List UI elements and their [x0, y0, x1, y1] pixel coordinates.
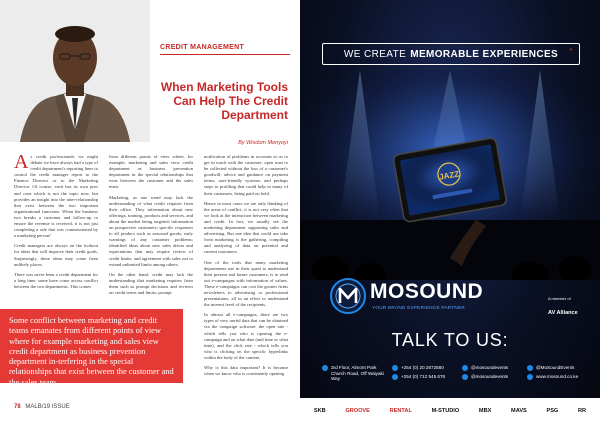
partner-badge [548, 296, 578, 319]
sponsor-logo: SKB [313, 408, 326, 414]
partner-label: A member of [548, 296, 571, 301]
brand-tagline: YOUR BRAND EXPERIENCE PARTNER [372, 305, 466, 310]
twitter-icon [527, 365, 533, 371]
brand-name: MOSOUND [370, 280, 484, 303]
page-number: 78 [14, 404, 21, 410]
paragraph: One of the tools that many marketing departments use in their quest to understand their present and future customers, is to send out e-campaigns with information of values. These e-campaigns can cost the greater firms newsletters to advertising or professional presentations, all in an effort to understand the interest level of the recipients. [204, 259, 288, 308]
paragraph: Why is this data important? It is because when we know who is consistently opening [204, 365, 288, 377]
phone-icon [392, 365, 398, 371]
sponsor-logo: PSG [546, 408, 559, 414]
paragraph-text: s credit professionals we might debate we have always had a type of credit department's reporting lines to control the credit manager report to the Finance Director or to the Marketing Director. Of course, each has its own pros and cons which is not the topic now, but provides an insight into the inter-relationship that exist between the two important organizational functions. When the business two breaks a customer and follow-up to ensure the revenue is received, it is not just completing a sale that was commissioned by a marketing person! [14, 154, 98, 239]
paragraph: from different points of view where, for example, marketing and sales view credit department as business prevention department in the special relationships that exist between the customer and the sales team. [109, 154, 193, 190]
partner-name: AV Alliance [548, 310, 578, 316]
globe-icon [527, 374, 533, 380]
paragraph: In almost all e-campaigns, there are two types of very useful data that can be obtained via the campaign software: the open rate - which tells you who is opening the e-campaign and on what date (and time or what time), and the click rate - which tells you who is clicking on the specific hyperlinks within the body of the content. [204, 312, 288, 360]
brand-logo [330, 278, 590, 320]
sponsor-logo: M-STUDIO [431, 408, 460, 414]
paragraph: notification of problems in accounts so as to get in touch with the customer; open trust to be collected without the loss of a customer's goodwill; advice and guidance on payment terms; user-friendly systems; and perhaps steps to profiling that could help in many of their customers, being paid on hold. [204, 154, 288, 196]
social-handle-3: @MoSoundEvents [536, 365, 575, 370]
contact-block [322, 365, 592, 393]
social-handle-2: @mosoundevents [471, 374, 509, 379]
phone-2: +254 (0) 712 545 676 [401, 374, 446, 379]
address-item [322, 365, 388, 382]
website-link[interactable]: www.mosound.co.ke [536, 374, 579, 379]
sponsor-logo: MBX [478, 408, 492, 414]
portrait-image [0, 0, 150, 142]
sponsor-logo: RR [577, 408, 587, 414]
banner-text-light: WE CREATE [343, 48, 407, 60]
text-column-2 [109, 154, 193, 300]
social-item [462, 374, 508, 380]
sponsor-logo: RENTAL [389, 408, 412, 414]
call-to-action: TALK TO US: [391, 330, 509, 350]
social-item [527, 365, 574, 371]
phone-item [392, 374, 445, 380]
quote-mark-icon: " [569, 47, 573, 57]
section-rule [160, 54, 290, 55]
article-headline: When Marketing Tools Can Help The Credit Department [160, 80, 288, 122]
sponsor-strip [300, 398, 600, 424]
facebook-icon [462, 374, 468, 380]
paragraph: On the other hand, credit may lack the understanding that marketing requires from them such as prompt decisions and reviews on credit terms and limits; prompt [109, 271, 193, 295]
sponsor-logo: GROOVE [345, 408, 370, 414]
section-tag: CREDIT MANAGEMENT [160, 44, 245, 51]
issue-label: MALB/19 ISSUE [25, 404, 70, 410]
advertisement-page [300, 0, 600, 424]
concert-stage-image [300, 70, 600, 280]
text-column-3 [204, 154, 288, 381]
phone-icon [392, 374, 398, 380]
phone-screen-text: JAZZ [438, 169, 460, 182]
address-text: 3rd Floor, Almont Park Church Road, Off Waiyaki Way [331, 365, 384, 382]
paragraph: Marketing, as one trend may lack the understanding of what credit requires from their office. They information about new offerings, training, products and services, and about the market being targeted; information on prospective customers; specific responses to all product such as seasonal goods; early warnings of any customer problems; identified ideas about new sales drives and expectations that may require review of credit limits; and agreement with sales not to extend unlimited limits among others. [109, 194, 193, 267]
drop-cap: A [14, 151, 29, 173]
page-footer [14, 404, 70, 410]
phone-item [392, 365, 444, 371]
sponsor-logo: MAVS [511, 408, 527, 414]
pull-quote-text: Some conflict between marketing and credit teams emanates from different points of view where for example marketing and sales view credit department as business prevention department in-terfering in the special relationships that exist between the customer and the sales team. [9, 316, 174, 387]
text-column-1 [14, 151, 98, 294]
paragraph: Credit managers are always on the lookout for ideas that will improve their credit goals. Surprisingly, these ideas may come from unlikely places. [14, 243, 98, 267]
paragraph: There was never been a credit department for a long time, some have come across conflict between the two departments. This comes [14, 271, 98, 289]
author-portrait [0, 0, 150, 142]
banner-text-bold: MEMORABLE EXPERIENCES [410, 48, 559, 60]
paragraph [14, 151, 98, 239]
phone-1: +254 (0) 20 2672560 [401, 365, 444, 370]
mosound-logo-icon [330, 278, 366, 314]
location-pin-icon [322, 365, 328, 371]
paragraph: Hence in most cases we are only thinking of the areas of conflict, it is not very often that we look at the interaction between marketing and credit. In fact, we usually see the marketing department supporting sales and advertising. But one idea that could use take from marketing is the gathering, compiling and analyzing of data on potential and current customers. [204, 200, 288, 255]
website-item [527, 374, 578, 380]
instagram-icon [462, 365, 468, 371]
article-byline: By Wisdom Menyoyi [238, 140, 288, 146]
social-item [462, 365, 508, 371]
social-handle-1: @mosoundevents [471, 365, 509, 370]
pull-quote [0, 309, 183, 387]
ad-banner [322, 43, 580, 65]
